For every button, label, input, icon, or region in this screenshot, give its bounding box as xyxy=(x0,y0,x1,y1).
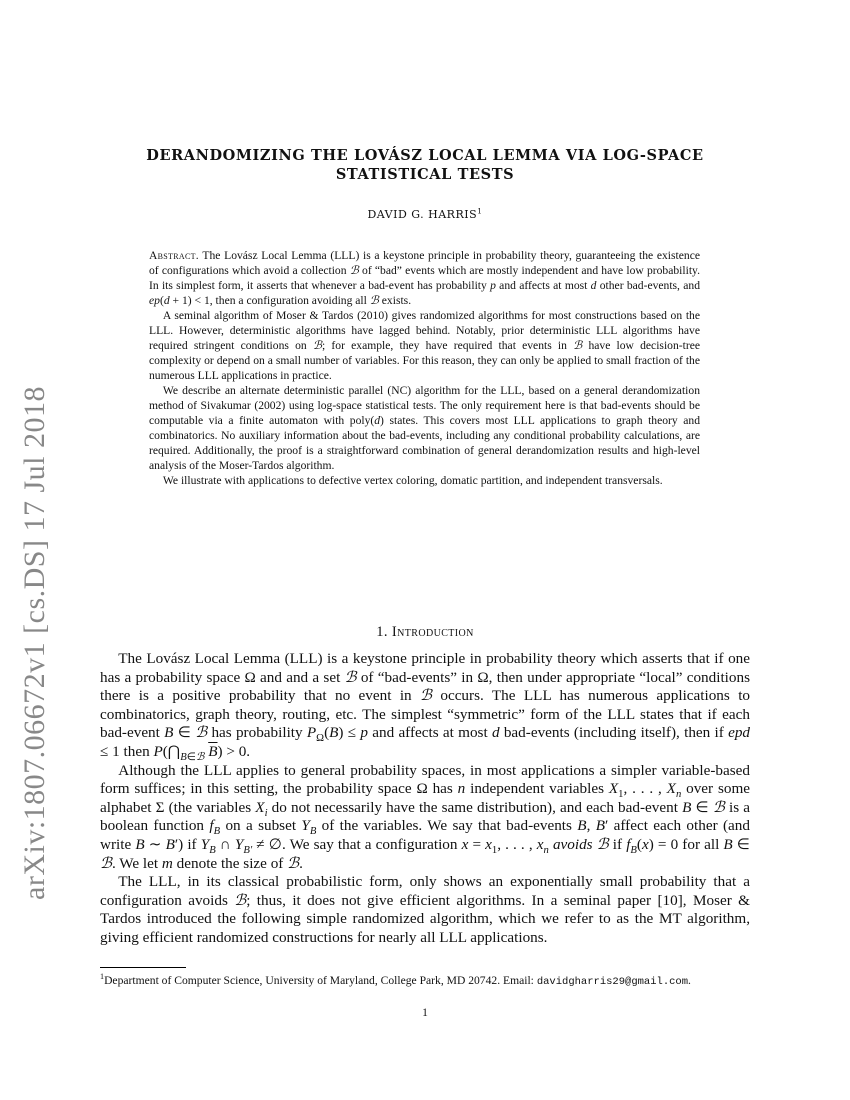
footnote-rule xyxy=(100,967,186,968)
section-heading: 1. Introduction xyxy=(376,624,474,640)
title-line-2: STATISTICAL TESTS xyxy=(335,166,515,183)
intro-paragraph-2: Although the LLL applies to general probability spaces, in most applications a simpler variable-based form suffices; in this setting, the probability space Ω has n independent variables $X_1$, . . . , $X_n$ over some alphabet Σ (the variables $X_i$ do not necessarily have the same distribution), and each bad-event B ∈ ℬ is a boolean function $f_B$ on a subset $Y_B$ of the variables. We say that bad-events B, B′ affect each other (and write B ∼ B′) if $Y_B$ ∩ $Y_{B'}$ ≠ ∅. We say that a configuration $x = x_1$, . . . , $x_n$ avoids ℬ if $f_B(x) = 0$ for all B ∈ ℬ. We let m denote the size of ℬ. xyxy=(100,761,751,872)
intro-paragraph-3: The LLL, in its classical probabilistic form, only shows an exponentially small probability that a configuration avoids ℬ; thus, it does not give efficient algorithms. In a seminal paper [10], Moser & Tardos introduced the following simple randomized algorithm, which we refer to as the MT algorithm, giving efficient randomized constructions for nearly all LLL applications. xyxy=(100,873,750,946)
body-text xyxy=(100,650,750,948)
paper-title xyxy=(100,146,750,184)
abstract-paragraph-2: A seminal algorithm of Moser & Tardos (2010) gives randomized algorithms for most constructions based on the LLL. However, deterministic algorithms have lagged behind. Notably, prior deterministic LLL algorithms have required stringent conditions on ℬ; for example, they have required that events in ℬ have low decision-tree complexity or depend on a small number of variables. For this reason, they can only be applied to small fraction of the numerous LLL applications in practice. xyxy=(149,309,700,382)
footnote-email[interactable]: davidgharris29@gmail.com xyxy=(536,976,689,988)
title-line-1: DERANDOMIZING THE LOVÁSZ LOCAL LEMMA VIA LOG-SPACE xyxy=(146,147,704,164)
arxiv-identifier: arXiv:1807.06672v1 [cs.DS] 17 Jul 2018 xyxy=(18,386,51,900)
abstract-paragraph-3: We describe an alternate deterministic parallel (NC) algorithm for the LLL, based on a general derandomization method of Sivakumar (2002) using log-space statistical tests. The only requirement here is that bad-events should be computable via a finite automaton with poly(d) states. This covers most LLL applications to graph theory and combinatorics. No auxiliary information about the bad-events, including any conditional probability calculations, are required. Additionally, the proof is a straightforward combination of general derandomization results and high-level analysis of the Moser-Tardos algorithm. xyxy=(149,384,700,472)
author-footnote-mark: 1 xyxy=(477,206,483,216)
author-line xyxy=(100,208,750,221)
abstract xyxy=(149,248,700,488)
abstract-label: Abstract. xyxy=(149,249,199,262)
intro-paragraph-1: The Lovász Local Lemma (LLL) is a keystone principle in probability theory which asserts that if one has a probability space Ω and and a set ℬ of “bad-events” in Ω, then under appropriate “local” conditions there is a positive probability that no event in ℬ occurs. The LLL has numerous applications to combinatorics, graph theory, routing, etc. The simplest “symmetric” form of the LLL states that if each bad-event B ∈ ℬ has probability $P_\Omega(B) \le p$ and affects at most d bad-events (including itself), then if epd ≤ 1 then $P(⋂_{B\in ℬ}$ $\overline{B}) > 0$. xyxy=(100,650,751,763)
page-number: 1 xyxy=(422,1006,428,1019)
footnote xyxy=(100,973,750,990)
footnote-end: . xyxy=(688,974,691,987)
abstract-paragraph-4: We illustrate with applications to defective vertex coloring, domatic partition, and independent transversals. xyxy=(162,474,663,487)
footnote-mark: 1 xyxy=(100,972,105,982)
author-name: DAVID G. HARRIS xyxy=(367,208,478,221)
abstract-paragraph-1: Abstract. The Lovász Local Lemma (LLL) is a keystone principle in probability theory, guaranteeing the existence of configurations which avoid a collection ℬ of “bad” events which are mostly independent and have low probability. In its simplest form, it asserts that whenever a bad-event has probability p and affects at most d other bad-events, and ep(d + 1) < 1, then a configuration avoiding all ℬ exists. xyxy=(149,249,700,307)
footnote-text: Department of Computer Science, University of Maryland, College Park, MD 20742. Email: xyxy=(104,974,537,987)
